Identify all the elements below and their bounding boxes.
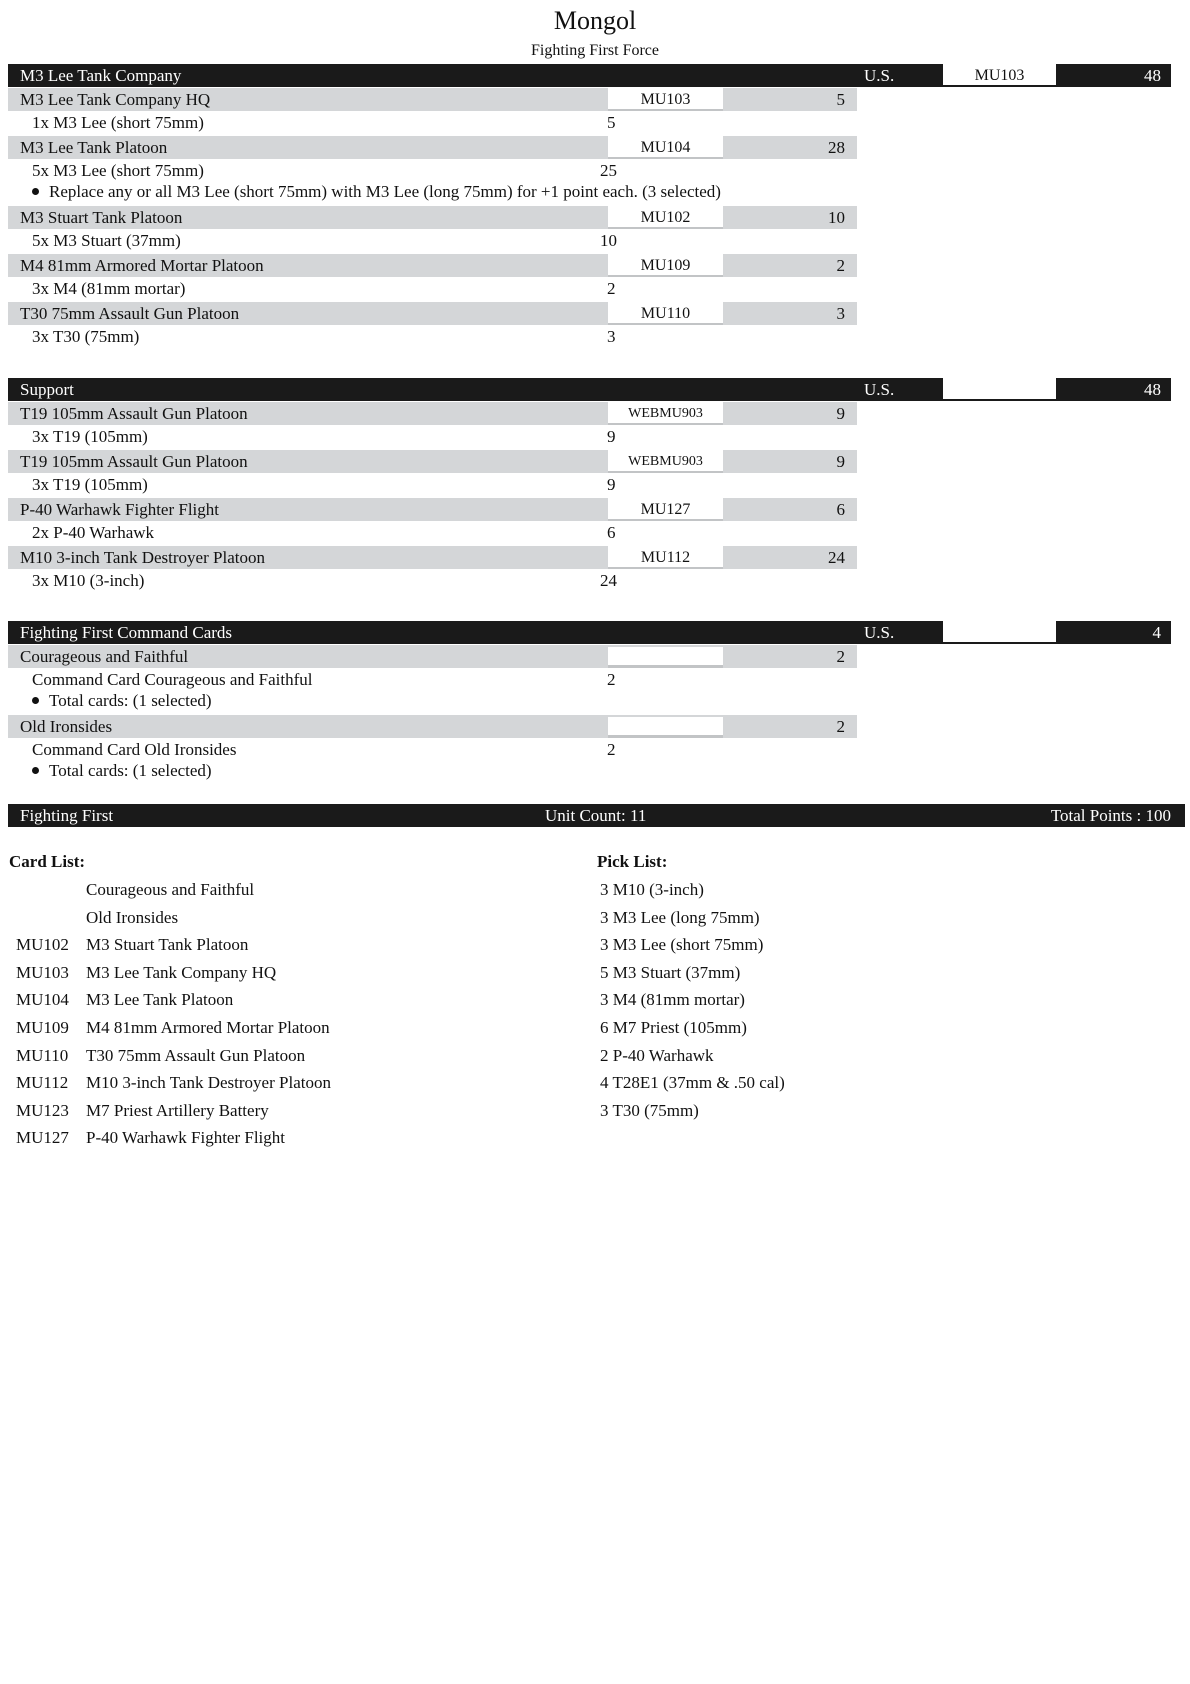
card-list-item [16,1046,305,1066]
unit-composition: 3x T19 (105mm) [32,475,148,494]
card-list-name: Courageous and Faithful [86,880,255,899]
unit-name: T19 105mm Assault Gun Platoon [20,404,248,423]
unit-name: M3 Stuart Tank Platoon [20,208,183,227]
pick-list-item: 4 T28E1 (37mm & .50 cal) [600,1073,785,1093]
section-header-bar [8,378,943,401]
card-list-code: MU103 [16,962,69,982]
pick-list-item: 3 M3 Lee (long 75mm) [600,907,760,927]
card-list-name: M3 Lee Tank Platoon [86,990,234,1010]
card-list-name: M3 Lee Tank Company HQ [86,962,277,982]
bullet-icon [32,767,39,774]
unit-composition-points: 10 [600,231,617,250]
unit-points: 9 [836,452,845,471]
card-list-item [16,1018,330,1038]
unit-points: 9 [836,404,845,423]
unit-points: 2 [836,647,845,666]
unit-composition: 1x M3 Lee (short 75mm) [32,113,204,132]
footer-force: Fighting First [20,806,114,825]
section-title: Fighting First Command Cards [20,623,233,642]
card-list-name: Old Ironsides [86,907,179,927]
unit-row [8,645,857,668]
card-list-name: M7 Priest Artillery Battery [86,1100,269,1120]
card-list-code: MU112 [16,1073,69,1093]
unit-points: 3 [836,304,845,323]
unit-points: 10 [828,208,845,227]
unit-composition: Command Card Old Ironsides [32,740,237,759]
unit-row [8,450,857,473]
unit-name: T19 105mm Assault Gun Platoon [20,452,248,471]
unit-points: 6 [836,500,845,519]
footer-unit-count: Unit Count: 11 [545,806,647,825]
pick-list-item: 2 P-40 Warhawk [600,1045,714,1065]
unit-row [8,302,857,325]
unit-points: 2 [836,256,845,275]
section-title: Support [20,380,74,399]
unit-composition-points: 2 [607,670,616,689]
unit-code-box: MU110 [608,302,723,325]
unit-composition-points: 24 [600,571,617,590]
card-list-name: T30 75mm Assault Gun Platoon [86,1045,306,1065]
section-points: 4 [1152,623,1161,642]
unit-code-box: MU112 [608,546,723,569]
unit-code-box: MU102 [608,206,723,229]
unit-name: T30 75mm Assault Gun Platoon [20,304,240,323]
pick-list-heading: Pick List: [597,852,668,871]
card-list-name: P-40 Warhawk Fighter Flight [86,1128,286,1148]
unit-code-box: WEBMU903 [608,450,723,473]
unit-composition-points: 2 [607,279,616,298]
card-list-name: M10 3-inch Tank Destroyer Platoon [86,1073,331,1093]
card-list-code: MU109 [16,1018,69,1037]
section-points: 48 [1144,66,1161,85]
card-list-item [16,880,254,900]
unit-name: M10 3-inch Tank Destroyer Platoon [20,548,265,567]
unit-option-note [32,761,212,781]
unit-name: P-40 Warhawk Fighter Flight [20,500,220,519]
unit-points: 2 [836,717,845,736]
card-list-item [16,990,233,1010]
card-list-item [16,1073,331,1093]
bullet-icon [32,188,39,195]
unit-code-box: MU103 [608,88,723,111]
unit-composition-points: 3 [607,327,616,346]
unit-name: M3 Lee Tank Platoon [20,138,168,157]
pick-list-item: 6 M7 Priest (105mm) [600,1018,747,1037]
card-list-code: MU104 [16,990,69,1010]
section-code-box: MU103 [943,64,1056,87]
unit-option-note [32,182,721,202]
section-code-box [943,621,1056,644]
unit-composition-points: 6 [607,523,616,542]
unit-option-note [32,691,212,711]
unit-composition: 5x M3 Stuart (37mm) [32,231,181,250]
card-list-item [16,1128,285,1148]
unit-name: M3 Lee Tank Company HQ [20,90,211,109]
unit-code-box: MU109 [608,254,723,277]
card-list-code: MU102 [16,935,69,955]
card-list-item [16,935,248,955]
unit-points: 24 [828,548,845,567]
unit-points: 28 [828,138,845,157]
unit-option-note-text: Total cards: (1 selected) [49,761,212,780]
section-header [8,621,1171,644]
unit-row [8,88,857,111]
unit-row [8,136,857,159]
unit-composition-points: 9 [607,427,616,446]
pick-list-item: 3 M3 Lee (short 75mm) [600,935,764,955]
footer-bar [8,804,1185,827]
section-nation: U.S. [864,66,895,85]
card-list-code: MU123 [16,1100,69,1120]
section-nation: U.S. [864,623,895,642]
unit-name: M4 81mm Armored Mortar Platoon [20,256,264,275]
unit-composition-points: 9 [607,475,616,494]
unit-composition-points: 5 [607,113,616,132]
section-header [8,378,1171,401]
unit-row [8,546,857,569]
unit-name: Courageous and Faithful [20,647,189,666]
page-subtitle: Fighting First Force [530,42,659,59]
unit-option-note-text: Total cards: (1 selected) [49,691,212,710]
card-list-code: MU127 [16,1128,69,1148]
unit-composition: 3x M10 (3-inch) [32,571,145,590]
pick-list-item: 3 M4 (81mm mortar) [600,990,745,1010]
unit-row [8,715,857,738]
pick-list-item: 3 M10 (3-inch) [600,880,704,899]
section-points: 48 [1144,380,1161,399]
unit-composition: Command Card Courageous and Faithful [32,670,313,689]
unit-points: 5 [836,90,845,109]
card-list-name: M3 Stuart Tank Platoon [86,935,249,955]
card-list-item [16,963,276,983]
page-title: Mongol [553,6,637,35]
unit-composition: 3x M4 (81mm mortar) [32,279,186,298]
pick-list-item: 3 T30 (75mm) [600,1100,699,1120]
unit-option-note-text: Replace any or all M3 Lee (short 75mm) with M3 Lee (long 75mm) for +1 point each. (3 selected) [49,182,721,201]
section-nation: U.S. [864,380,895,399]
unit-composition: 2x P-40 Warhawk [32,523,155,542]
unit-composition: 5x M3 Lee (short 75mm) [32,161,204,180]
unit-composition: 3x T30 (75mm) [32,327,140,346]
card-list-name: M4 81mm Armored Mortar Platoon [86,1018,330,1037]
section-code-box [943,378,1056,401]
unit-code-box: WEBMU903 [608,402,723,425]
card-list-item [16,908,178,928]
section-title: M3 Lee Tank Company [20,66,182,85]
unit-code-box [608,647,723,668]
unit-row [8,206,857,229]
unit-composition-points: 25 [600,161,617,180]
card-list-heading: Card List: [9,852,86,871]
unit-row [8,402,857,425]
unit-row [8,498,857,521]
card-list-item [16,1101,269,1121]
bullet-icon [32,697,39,704]
unit-code-box [608,717,723,738]
unit-composition: 3x T19 (105mm) [32,427,148,446]
section-header [8,64,1171,87]
unit-composition-points: 2 [607,740,616,759]
unit-code-box: MU104 [608,136,723,159]
unit-code-box: MU127 [608,498,723,521]
unit-name: Old Ironsides [20,717,113,736]
footer-total-points: Total Points : 100 [1050,806,1171,825]
unit-row [8,254,857,277]
pick-list-item: 5 M3 Stuart (37mm) [600,962,741,982]
card-list-code: MU110 [16,1045,69,1065]
